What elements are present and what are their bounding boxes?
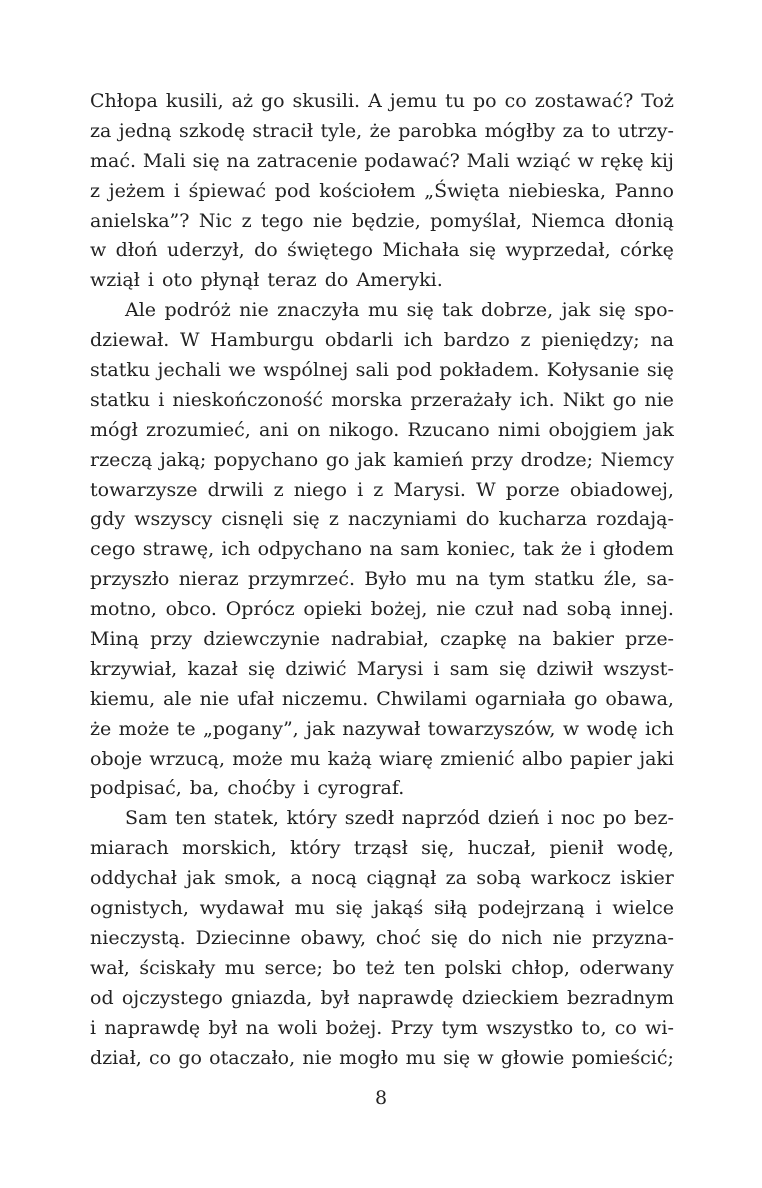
- text-line: krzywiał, kazał się dziwić Marysi i sam się dziwił wszyst-: [90, 657, 674, 680]
- text-line: i naprawdę był na woli bożej. Przy tym wszystko to, co wi-: [90, 1016, 674, 1039]
- text-line: statku i nieskończoność morska przerażały ich. Nikt go nie: [90, 388, 674, 411]
- text-line: w dłoń uderzył, do świętego Michała się wyprzedał, córkę: [90, 239, 674, 262]
- text-line: nieczystą. Dziecinne obawy, choć się do nich nie przyzna-: [90, 926, 674, 949]
- text-line: kiemu, ale nie ufał niczemu. Chwilami ogarniała go obawa,: [90, 687, 674, 710]
- body-text: [90, 87, 674, 1073]
- text-line: gdy wszyscy cisnęli się z naczyniami do kucharza rozdają-: [90, 508, 674, 531]
- text-line: wał, ściskały mu serce; bo też ten polski chłop, oderwany: [90, 956, 674, 979]
- text-line: oboje wrzucą, może mu każą wiarę zmienić albo papier jaki: [90, 747, 674, 770]
- text-line: anielska”? Nic z tego nie będzie, pomyślał, Niemca dłonią: [90, 209, 674, 232]
- text-line: miarach morskich, który trząsł się, huczał, pienił wodę,: [90, 837, 674, 860]
- page-number: 8: [374, 1087, 388, 1109]
- text-line: cego strawę, ich odpychano na sam koniec, tak że i głodem: [90, 538, 674, 561]
- text-line: dziewał. W Hamburgu obdarli ich bardzo z pieniędzy; na: [90, 329, 674, 352]
- text-line: z jeżem i śpiewać pod kościołem „Święta niebieska, Panno: [90, 179, 674, 202]
- text-line: ognistych, wydawał mu się jakąś siłą podejrzaną i wielce: [90, 897, 674, 920]
- text-line: Sam ten statek, który szedł naprzód dzień i noc po bez-: [125, 807, 674, 830]
- text-line: od ojczystego gniazda, był naprawdę dzieckiem bezradnym: [90, 986, 674, 1009]
- text-line: towarzysze drwili z niego i z Marysi. W porze obiadowej,: [90, 478, 674, 501]
- text-line: oddychał jak smok, a nocą ciągnął za sobą warkocz iskier: [90, 867, 674, 890]
- text-line: Chłopa kusili, aż go skusili. A jemu tu po co zostawać? Toż: [90, 90, 674, 112]
- text-line: mógł zrozumieć, ani on nikogo. Rzucano nimi obojgiem jak: [90, 418, 674, 441]
- text-line: rzeczą jaką; popychano go jak kamień przy drodze; Niemcy: [90, 448, 674, 471]
- text-line: Ale podróż nie znaczyła mu się tak dobrze, jak się spo-: [125, 299, 674, 322]
- text-line: przyszło nieraz przymrzeć. Było mu na tym statku źle, sa-: [90, 568, 674, 591]
- text-line: statku jechali we wspólnej sali pod pokładem. Kołysanie się: [90, 359, 674, 382]
- text-line: mać. Mali się na zatracenie podawać? Mali wziąć w rękę kij: [90, 149, 674, 172]
- text-line: że może te „pogany”, jak nazywał towarzyszów, w wodę ich: [90, 717, 674, 740]
- text-line: wziął i oto płynął teraz do Ameryki.: [90, 269, 443, 292]
- text-line: za jedną szkodę stracił tyle, że parobka mógłby za to utrzy-: [90, 119, 674, 142]
- text-line: dział, co go otaczało, nie mogło mu się w głowie pomieścić;: [90, 1046, 674, 1069]
- text-line: Miną przy dziewczynie nadrabiał, czapkę na bakier prze-: [90, 628, 674, 651]
- text-line: motno, obco. Oprócz opieki bożej, nie czuł nad sobą innej.: [90, 598, 674, 621]
- text-line: podpisać, ba, choćby i cyrograf.: [90, 777, 405, 800]
